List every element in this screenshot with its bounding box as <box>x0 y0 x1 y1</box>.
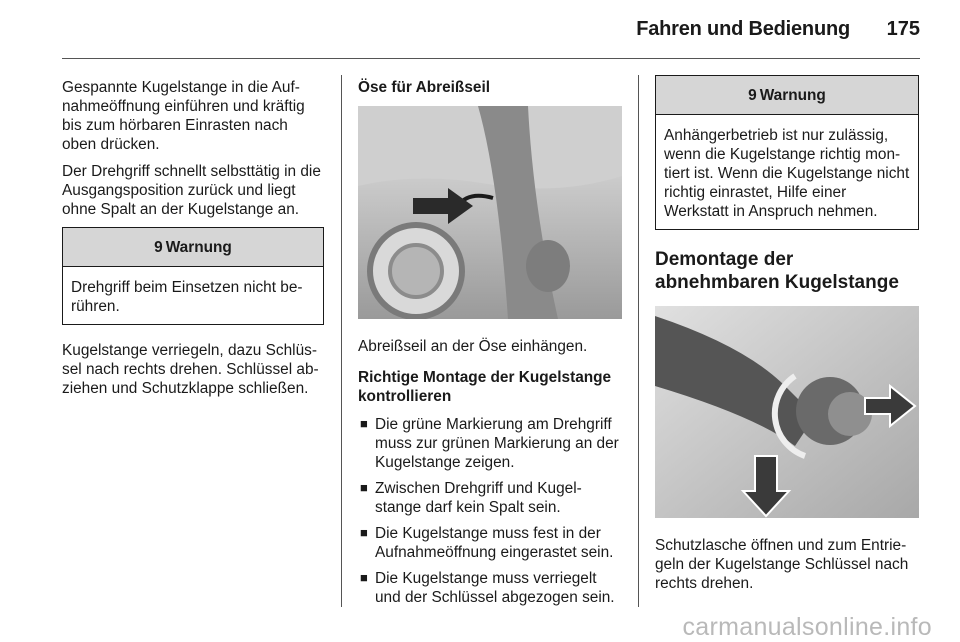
section-subheading-eyelet: Öse für Abreißseil <box>358 79 490 96</box>
section-heading-removal: Demontage der abnehmbaren Kugelstange <box>655 249 899 293</box>
warning-text: Drehgriff beim Einsetzen nicht berühren. <box>71 279 303 315</box>
warning-header <box>63 228 323 267</box>
paragraph-lock-ball-bar: Kugelstange verriegeln, dazu Schlüssel nach rechts drehen. Schlüssel abziehen und Schutzklappe schließen. <box>62 342 319 397</box>
bullet-square-icon: ■ <box>360 570 368 585</box>
column-2 <box>358 78 622 614</box>
warning-title: Warnung <box>759 87 826 104</box>
photo-remove-ball-bar <box>655 306 919 518</box>
warning-text: Anhängerbetrieb ist nur zulässig, wenn die Kugelstange richtig montiert ist. Wenn die Kugelstange nicht richtig einrastet, Hilfe einer Werkstatt in Anspruch nehmen. <box>664 127 910 220</box>
warning-title: Warnung <box>165 239 232 256</box>
bullet-square-icon: ■ <box>360 480 368 495</box>
paragraph-insert-ball-bar: Gespannte Kugelstange in die Aufnahmeöffnung einführen und kräftig bis zum hörbaren Einrasten nach oben drücken. <box>62 79 305 153</box>
warning-icon: 9 <box>748 87 757 104</box>
caption-removal: Schutzlasche öffnen und zum Entriegeln der Kugelstange Schlüssel nach rechts drehen. <box>655 537 909 592</box>
list-item: ■ Die Kugelstange muss fest in der Aufnahmeöffnung eingerastet sein. <box>360 525 614 561</box>
column-divider-2 <box>638 75 639 607</box>
list-item: ■ Zwischen Drehgriff und Kugelstange darf kein Spalt sein. <box>360 480 582 516</box>
caption-eyelet: Abreißseil an der Öse einhängen. <box>358 338 588 355</box>
warning-box-handle <box>62 227 324 325</box>
column-divider-1 <box>341 75 342 607</box>
page-number: 175 <box>886 18 920 40</box>
bullet-square-icon: ■ <box>360 416 368 431</box>
page-header-title: Fahren und Bedienung <box>636 18 850 40</box>
column-1 <box>62 78 324 406</box>
photo-eyelet-breakaway-cable <box>358 106 622 319</box>
list-item: ■ Die grüne Markierung am Drehgriff muss zur grünen Markierung an der Kugelstange zeigen. <box>360 416 619 471</box>
bullet-square-icon: ■ <box>360 525 368 540</box>
watermark: carmanualsonline.info <box>682 613 932 641</box>
header-rule <box>62 58 920 59</box>
section-subheading-check-mounting: Richtige Montage der Kugelstange kontrollieren <box>358 369 612 405</box>
removal-illustration <box>655 306 919 518</box>
list-item: ■ Die Kugelstange muss verriegelt und der Schlüssel abgezogen sein. <box>360 570 615 606</box>
eyelet-illustration <box>358 106 622 319</box>
warning-icon: 9 <box>154 239 163 256</box>
paragraph-handle-returns: Der Drehgriff schnellt selbsttätig in die Ausgangsposition zurück und liegt ohne Spalt an der Kugelstange an. <box>62 163 321 218</box>
column-3 <box>655 78 919 605</box>
warning-box-trailer <box>655 75 919 230</box>
warning-header <box>656 76 918 115</box>
check-mounting-list <box>358 415 622 607</box>
